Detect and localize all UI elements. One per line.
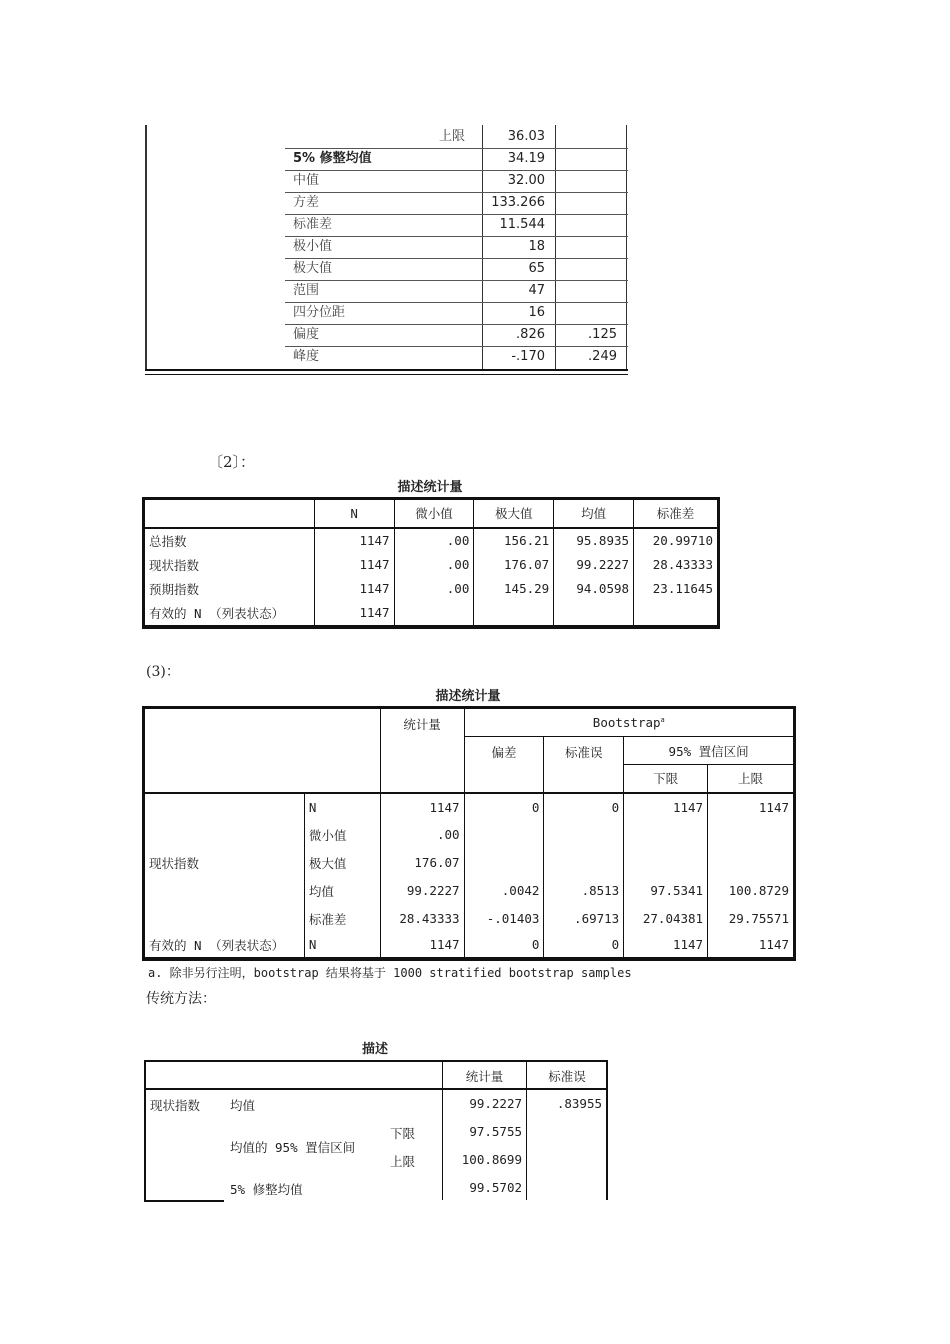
header-std: 标准差 [634, 500, 718, 528]
row-label: 总指数 [145, 528, 315, 553]
cell: .00 [394, 528, 474, 553]
cell: 20.99710 [634, 528, 718, 553]
cell [624, 849, 708, 877]
cell: 28.43333 [634, 553, 718, 577]
mean-label: 均值 [230, 1098, 256, 1113]
stat-cell: 47 [528, 283, 545, 298]
cell: 1147 [380, 793, 464, 821]
ci-upper-stat: 100.8699 [461, 1152, 522, 1167]
header-std-error: 标准误 [548, 1069, 586, 1084]
cell [544, 849, 624, 877]
header-n: N [314, 500, 394, 528]
cell: .69713 [544, 905, 624, 933]
row-label-iqr: 四分位距 [293, 305, 346, 320]
mean-se: .83955 [556, 1096, 602, 1111]
stat-cell: 32.00 [507, 173, 545, 188]
header-upper: 上限 [708, 765, 794, 793]
row-label-max: 极大值 [293, 261, 333, 276]
row-label: 有效的 N （列表状态） [145, 601, 315, 626]
cell: 0 [544, 793, 624, 821]
cell: 29.75571 [708, 905, 794, 933]
header-bootstrap-label: Bootstrap [592, 715, 661, 730]
trimmed-mean-stat: 99.5702 [469, 1180, 522, 1195]
corner-cell [145, 709, 381, 793]
stat-label: 标准差 [304, 905, 380, 933]
ci-upper-label: 上限 [390, 1154, 416, 1169]
header-bootstrap-footnote-mark: a [660, 715, 665, 724]
cell: 1147 [624, 933, 708, 958]
cell: 1147 [314, 528, 394, 553]
cell: 145.29 [474, 577, 554, 601]
header-mean: 均值 [554, 500, 634, 528]
stat-label: 微小值 [304, 821, 380, 849]
cell [544, 821, 624, 849]
cell: 0 [464, 793, 544, 821]
row-label-trimmed-mean: 5% 修整均值 [293, 151, 372, 166]
row-label-std: 标准差 [293, 217, 333, 232]
traditional-heading: 传统方法： [146, 991, 216, 1007]
stat-cell: .826 [516, 327, 545, 342]
stat-cell: 65 [528, 261, 545, 276]
cell: 95.8935 [554, 528, 634, 553]
cell [394, 601, 474, 626]
section-3-heading: (3)： [146, 664, 180, 680]
se-cell: .249 [588, 349, 617, 364]
cell: .00 [394, 577, 474, 601]
corner-cell [145, 500, 315, 528]
cell [474, 601, 554, 626]
stat-label: 极大值 [304, 849, 380, 877]
cell: 27.04381 [624, 905, 708, 933]
cell: 1147 [314, 601, 394, 626]
cell: 1147 [708, 793, 794, 821]
cell [634, 601, 718, 626]
cell: 176.07 [474, 553, 554, 577]
row-label-skewness: 偏度 [293, 327, 320, 342]
cell [554, 601, 634, 626]
section-3-title: 描述统计量 [435, 689, 501, 704]
trimmed-mean-label: 5% 修整均值 [230, 1182, 303, 1197]
valid-n-label: 有效的 N （列表状态） [145, 933, 305, 958]
header-statistic: 统计量 [380, 709, 464, 793]
header-min: 微小值 [394, 500, 474, 528]
stat-label: 均值 [304, 877, 380, 905]
cell: 0 [544, 933, 624, 958]
se-cell: .125 [588, 327, 617, 342]
group-label: 现状指数 [150, 1098, 201, 1113]
cell: .00 [394, 553, 474, 577]
cell: -.01403 [464, 905, 544, 933]
stat-cell: 16 [528, 305, 545, 320]
row-label-min: 极小值 [293, 239, 333, 254]
cell [464, 849, 544, 877]
cell [464, 821, 544, 849]
cell: .8513 [544, 877, 624, 905]
header-bootstrap [464, 709, 793, 737]
cell: 0 [464, 933, 544, 958]
stat-cell: 133.266 [491, 195, 545, 210]
section-2-heading: 〔2〕： [208, 453, 256, 471]
cell [708, 821, 794, 849]
bootstrap-footnote: a. 除非另行注明，bootstrap 结果将基于 1000 stratified bootstrap samples [148, 966, 632, 980]
stat-label: N [304, 933, 380, 958]
stat-cell: 11.544 [499, 217, 545, 232]
traditional-title: 描述 [361, 1042, 388, 1057]
header-lower: 下限 [624, 765, 708, 793]
section-2-title: 描述统计量 [397, 480, 463, 495]
cell: 23.11645 [634, 577, 718, 601]
cell: .0042 [464, 877, 544, 905]
cell: 1147 [314, 553, 394, 577]
cell: 176.07 [380, 849, 464, 877]
mean-stat: 99.2227 [469, 1096, 522, 1111]
explore-table-continuation [145, 125, 628, 375]
header-statistic: 统计量 [465, 1069, 504, 1084]
ci-lower-stat: 97.5755 [469, 1124, 522, 1139]
row-label-range: 范围 [293, 283, 320, 298]
cell: .00 [380, 821, 464, 849]
stat-cell: 36.03 [507, 129, 545, 144]
descriptive-stats-table [144, 499, 718, 627]
traditional-descriptives-table [144, 1060, 608, 1204]
row-label-upper: 上限 [438, 129, 465, 144]
cell: 100.8729 [708, 877, 794, 905]
row-label-variance: 方差 [293, 195, 320, 210]
header-max: 极大值 [474, 500, 554, 528]
header-std-error: 标准误 [544, 737, 624, 793]
cell: 1147 [314, 577, 394, 601]
cell: 97.5341 [624, 877, 708, 905]
ci-label: 均值的 95% 置信区间 [230, 1140, 356, 1155]
stat-cell: 34.19 [507, 151, 545, 166]
ci-lower-label: 下限 [390, 1126, 416, 1141]
cell: 1147 [380, 933, 464, 958]
cell: 99.2227 [380, 877, 464, 905]
cell: 156.21 [474, 528, 554, 553]
bootstrap-stats-table [144, 708, 794, 959]
row-label: 现状指数 [145, 553, 315, 577]
stat-label: N [304, 793, 380, 821]
row-label-median: 中值 [293, 173, 320, 188]
cell: 94.0598 [554, 577, 634, 601]
row-label-kurtosis: 峰度 [293, 349, 320, 364]
group-label: 现状指数 [145, 793, 305, 933]
cell: 28.43333 [380, 905, 464, 933]
row-label: 预期指数 [145, 577, 315, 601]
header-ci: 95% 置信区间 [624, 737, 794, 765]
header-bias: 偏差 [464, 737, 544, 793]
cell [624, 821, 708, 849]
stat-cell: -.170 [511, 349, 545, 364]
cell: 99.2227 [554, 553, 634, 577]
cell [708, 849, 794, 877]
stat-cell: 18 [528, 239, 545, 254]
cell: 1147 [624, 793, 708, 821]
cell: 1147 [708, 933, 794, 958]
